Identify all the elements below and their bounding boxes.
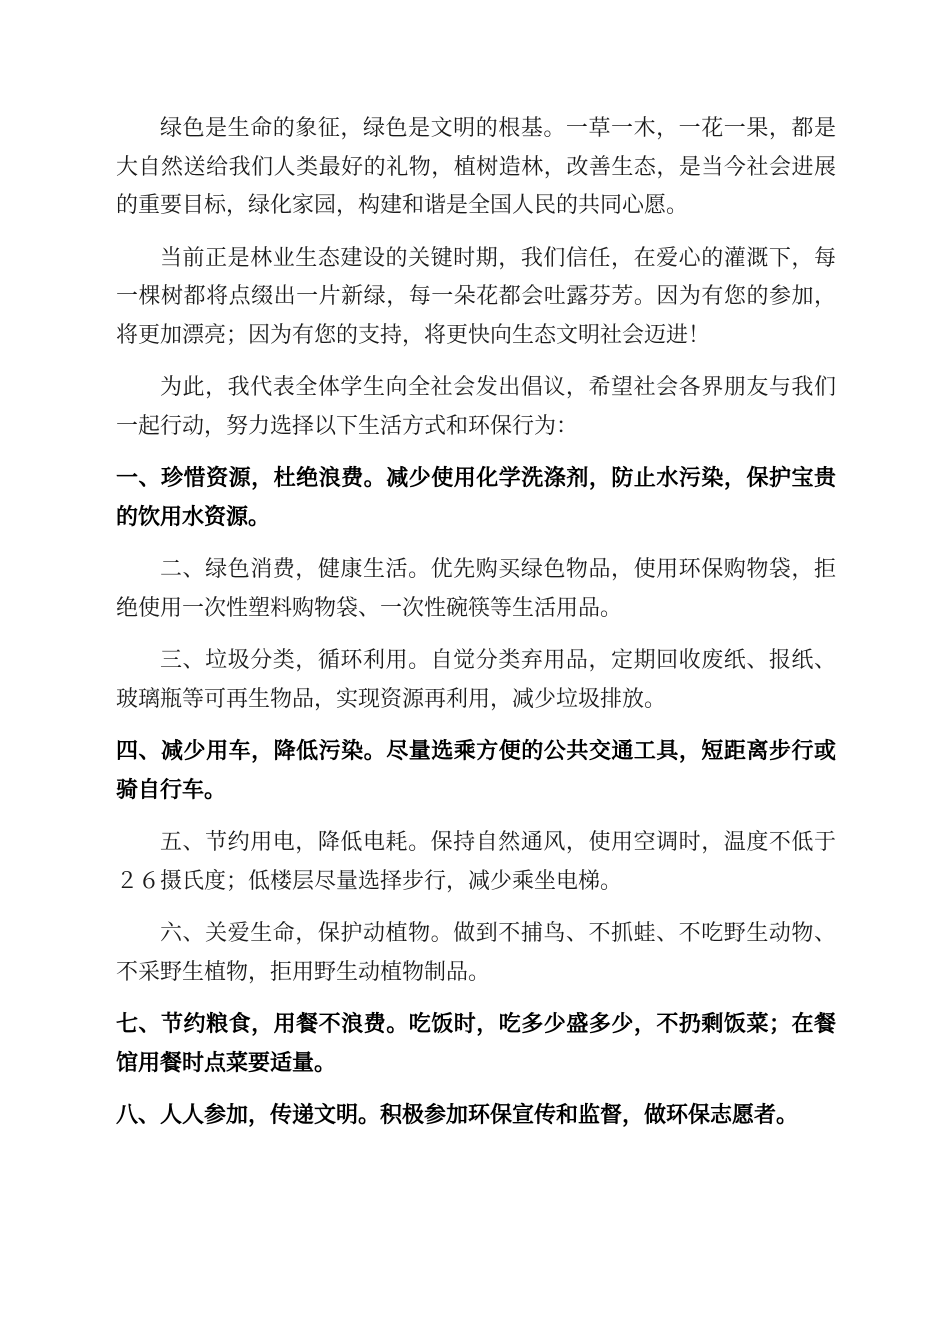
proposal-item-3: 三、垃圾分类，循环利用。自觉分类弃用品，定期回收废纸、报纸、玻璃瓶等可再生物品，实现资源再利用，减少垃圾排放。 [116, 648, 836, 712]
proposal-item-7: 七、节约粮食，用餐不浪费。吃饭时，吃多少盛多少，不扔剩饭菜；在餐馆用餐时点菜要适量。 [116, 1012, 836, 1076]
proposal-item-6: 六、关爱生命，保护动植物。做到不捕鸟、不抓蛙、不吃野生动物、不采野生植物，拒用野生动植物制品。 [116, 921, 836, 985]
paragraph-proposal: 为此，我代表全体学生向全社会发出倡议，希望社会各界朋友与我们一起行动，努力选择以下生活方式和环保行为： [116, 375, 836, 439]
document-body [116, 110, 836, 1150]
paragraph-intro: 绿色是生命的象征，绿色是文明的根基。一草一木，一花一果，都是大自然送给我们人类最好的礼物，植树造林，改善生态，是当今社会进展的重要目标，绿化家园，构建和谐是全国人民的共同心愿。 [116, 116, 836, 218]
proposal-item-1: 一、珍惜资源，杜绝浪费。减少使用化学洗涤剂，防止水污染，保护宝贵的饮用水资源。 [116, 466, 836, 530]
proposal-item-4: 四、减少用车，降低污染。尽量选乘方便的公共交通工具，短距离步行或骑自行车。 [116, 739, 836, 803]
proposal-item-5: 五、节约用电，降低电耗。保持自然通风，使用空调时，温度不低于２６摄氏度；低楼层尽量选择步行，减少乘坐电梯。 [116, 830, 836, 894]
paragraph-context: 当前正是林业生态建设的关键时期，我们信任，在爱心的灌溉下，每一棵树都将点缀出一片新绿，每一朵花都会吐露芬芳。因为有您的参加，将更加漂亮；因为有您的支持，将更快向生态文明社会迈进！ [116, 245, 836, 348]
proposal-item-8: 八、人人参加，传递文明。积极参加环保宣传和监督，做环保志愿者。 [116, 1103, 799, 1128]
proposal-item-2: 二、绿色消费，健康生活。优先购买绿色物品，使用环保购物袋，拒绝使用一次性塑料购物袋、一次性碗筷等生活用品。 [116, 557, 836, 621]
